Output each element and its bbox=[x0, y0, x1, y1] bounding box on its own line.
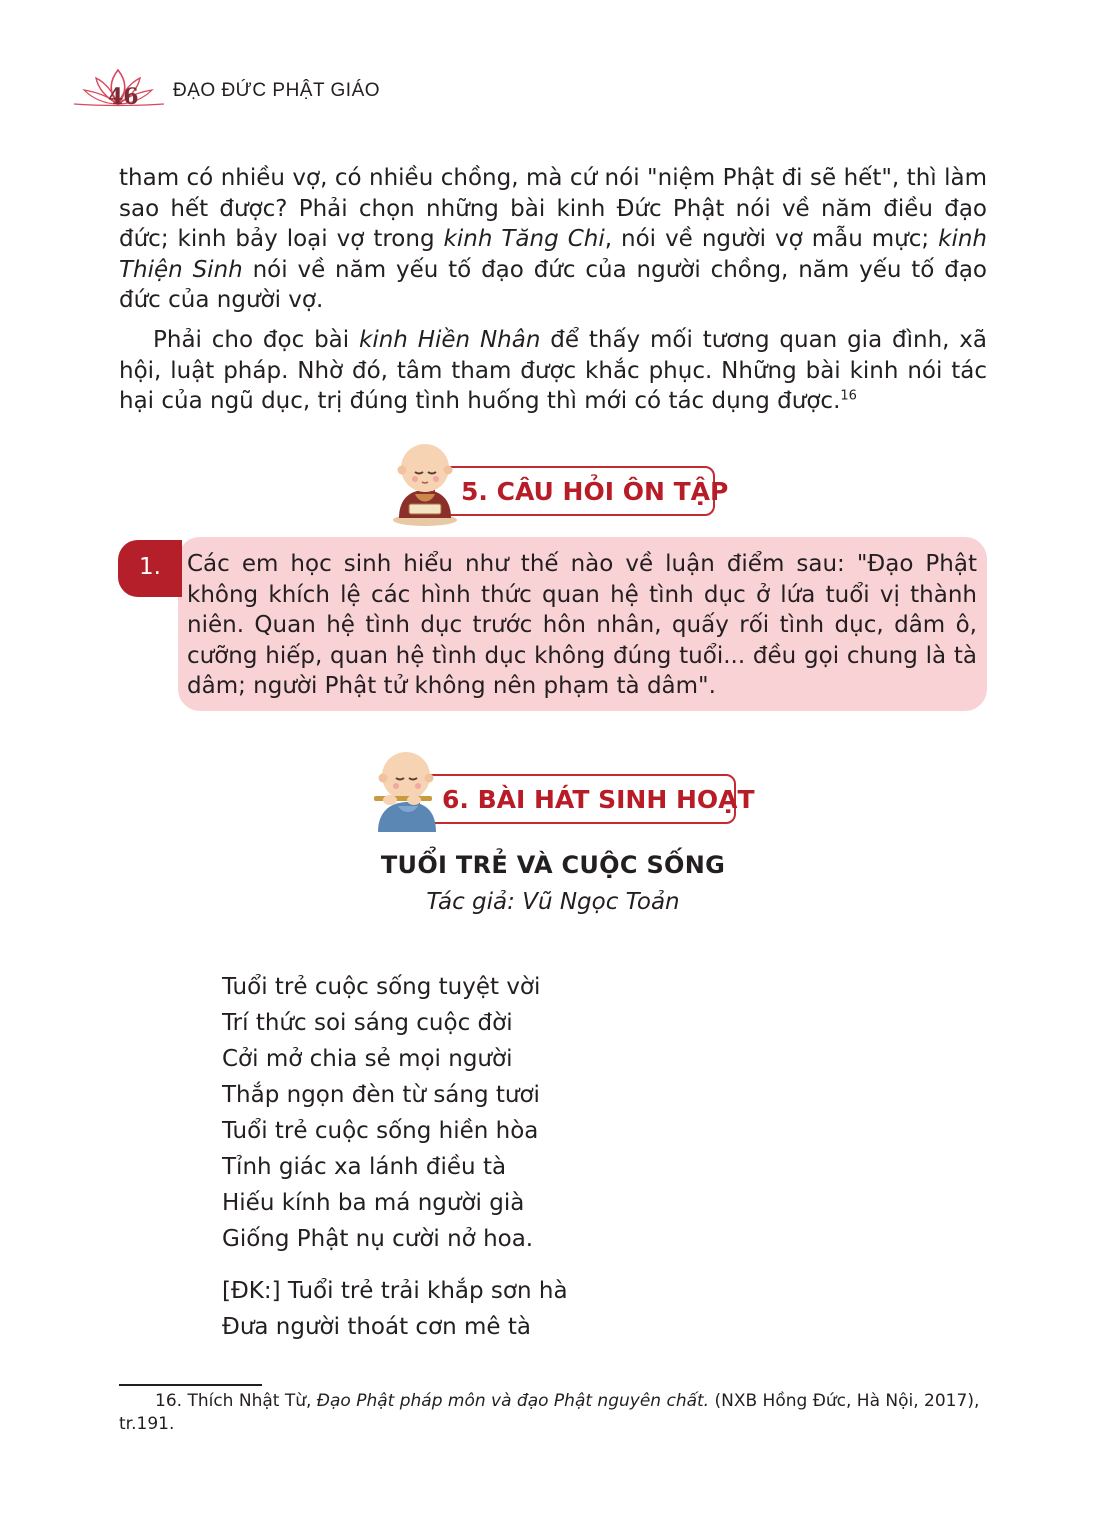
section-heading-5 bbox=[385, 438, 729, 528]
lyric-line: Trí thức soi sáng cuộc đời bbox=[222, 1010, 513, 1036]
page-header bbox=[70, 62, 430, 114]
lyric-line: [ĐK:] Tuổi trẻ trải khắp sơn hà bbox=[222, 1278, 568, 1304]
section-title: 5. CÂU HỎI ÔN TẬP bbox=[461, 477, 729, 506]
text-run: , nói về người vợ mẫu mực; bbox=[604, 226, 939, 252]
monk-reading-icon bbox=[385, 438, 467, 528]
running-header-title: ĐẠO ĐỨC PHẬT GIÁO bbox=[173, 80, 381, 101]
text-run: nói về năm yếu tố đạo đức của người chồng, năm yếu tố đạo đức của người vợ. bbox=[119, 256, 987, 313]
italic-title: kinh Tăng Chi bbox=[443, 226, 605, 252]
lyric-line: Tỉnh giác xa lánh điều tà bbox=[222, 1154, 507, 1180]
text-run: tham có nhiều vợ, có nhiều chồng, mà cứ nói "niệm Phật đi sẽ hết", thì làm sao hết được? Phải chọn những bài kinh Đức Phật nói về năm điều đạo đức; kinh bảy loại vợ trong bbox=[119, 165, 987, 252]
song-verse bbox=[222, 969, 540, 1257]
body-paragraph-1 bbox=[119, 163, 987, 316]
question-number-badge: 1. bbox=[118, 540, 182, 597]
lyric-line: Giống Phật nụ cười nở hoa. bbox=[222, 1226, 534, 1252]
lyric-line: Đưa người thoát cơn mê tà bbox=[222, 1314, 532, 1340]
italic-title: kinh Hiền Nhân bbox=[359, 327, 541, 353]
section-heading-6 bbox=[368, 748, 755, 838]
lyric-line: Tuổi trẻ cuộc sống tuyệt vời bbox=[222, 974, 541, 1000]
text-run: (NXB Hồng Đức, Hà Nội, 2017), tr.191. bbox=[119, 1391, 980, 1434]
italic-title: kinh Thiện Sinh bbox=[119, 226, 988, 283]
song-title: TUỔI TRẺ VÀ CUỘC SỐNG bbox=[380, 851, 726, 879]
italic-title: Đạo Phật pháp môn và đạo Phật nguyên chất. bbox=[316, 1391, 710, 1411]
lyric-line: Tuổi trẻ cuộc sống hiền hòa bbox=[222, 1118, 539, 1144]
footnote-divider bbox=[119, 1384, 262, 1386]
lyric-line: Cởi mở chia sẻ mọi người bbox=[222, 1046, 513, 1072]
page-number: 46 bbox=[108, 84, 139, 110]
text-run: Phải cho đọc bài bbox=[153, 327, 359, 353]
section-title: 6. BÀI HÁT SINH HOẠT bbox=[442, 785, 755, 814]
lyric-line: Thắp ngọn đèn từ sáng tươi bbox=[222, 1082, 540, 1108]
monk-flute-icon bbox=[368, 748, 450, 838]
body-paragraph-2 bbox=[119, 325, 987, 417]
footnote bbox=[119, 1390, 987, 1436]
text-run: để thấy mối tương quan gia đình, xã hội, luật pháp. Nhờ đó, tâm tham được khắc phục. Những bài kinh nói tác hại của ngũ dục, trị đúng tình huống thì mới có tác dụng được. bbox=[119, 327, 988, 414]
song-chorus bbox=[222, 1273, 568, 1345]
lyric-line: Hiếu kính ba má người già bbox=[222, 1190, 525, 1216]
text-run: 16. Thích Nhật Từ, bbox=[155, 1391, 317, 1411]
footnote-reference: 16 bbox=[840, 388, 857, 404]
question-text: Các em học sinh hiểu như thế nào về luận điểm sau: "Đạo Phật không khích lệ các hình thức quan hệ tình dục ở lứa tuổi vị thành niên. Quan hệ tình dục trước hôn nhân, quấy rối tình dục, dâm ô, cưỡng hiếp, quan hệ tình dục không đúng tuổi... đều gọi chung là tà dâm; người Phật tử không nên phạm tà dâm". bbox=[187, 551, 977, 699]
song-author: Tác giả: Vũ Ngọc Toản bbox=[426, 889, 680, 915]
